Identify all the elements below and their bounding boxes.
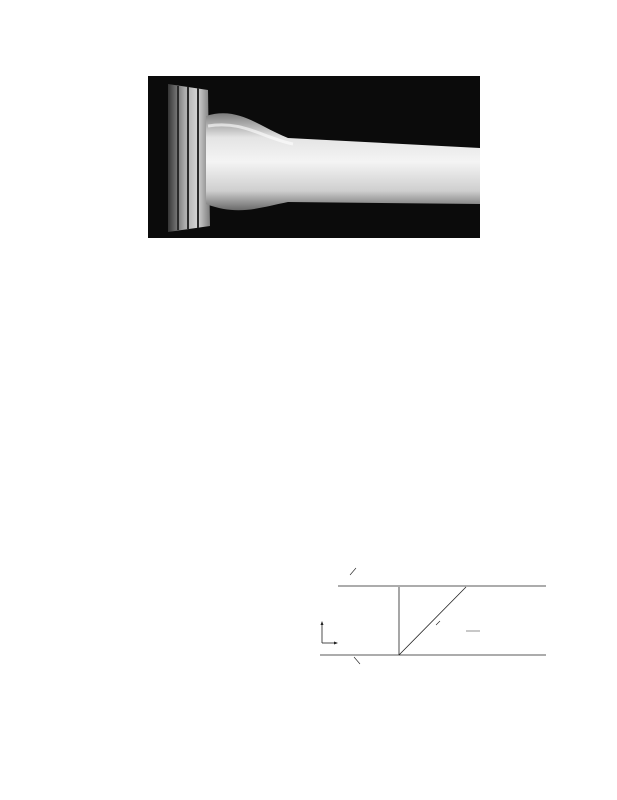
equation-1 bbox=[316, 291, 548, 309]
figure2-photo bbox=[148, 76, 480, 238]
left-column bbox=[34, 291, 294, 303]
leader-line bbox=[354, 657, 360, 664]
y-axis-arrowhead bbox=[321, 621, 324, 625]
velocity-profile-line bbox=[399, 587, 466, 655]
leader-line bbox=[350, 568, 356, 575]
right-column bbox=[316, 291, 548, 356]
z-axis-arrowhead bbox=[334, 642, 338, 645]
figure3-diagram bbox=[316, 565, 548, 685]
equation-2 bbox=[316, 313, 548, 331]
figure3-caption bbox=[316, 686, 548, 697]
figure2-caption bbox=[88, 254, 520, 265]
equation-3 bbox=[316, 335, 548, 353]
slope-leader bbox=[436, 621, 440, 625]
